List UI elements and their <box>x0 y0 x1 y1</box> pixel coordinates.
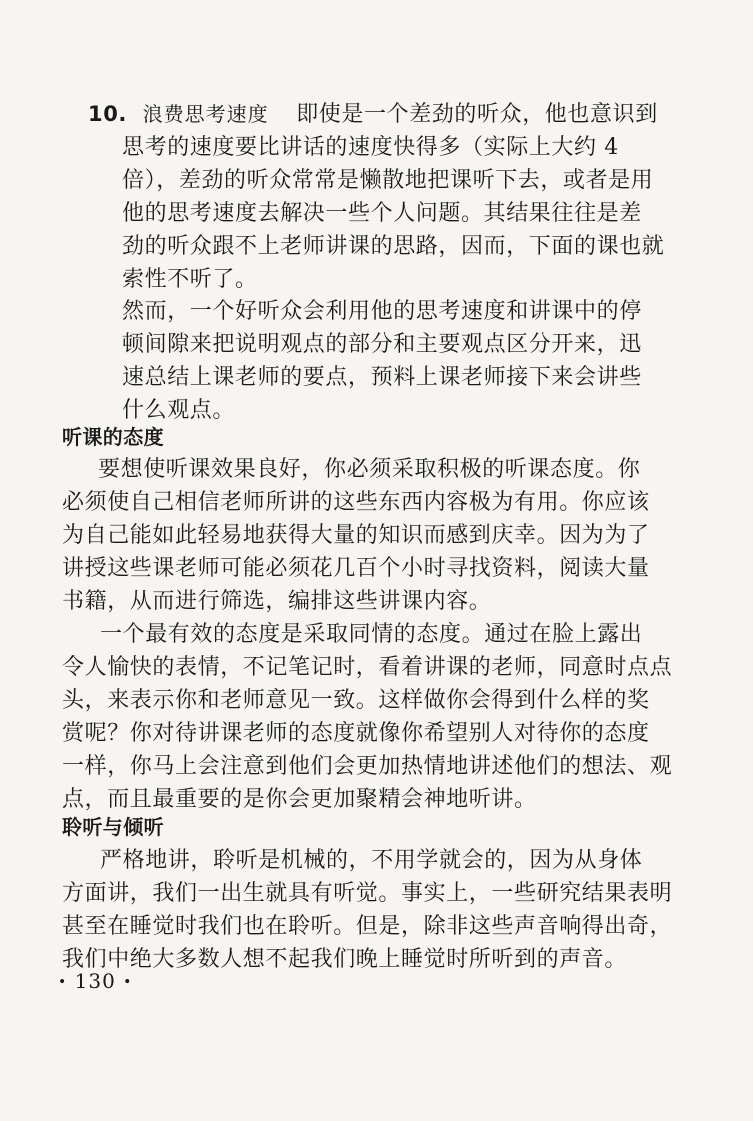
paragraph-line: 速总结上课老师的要点，预料上课老师接下来会讲些 <box>122 365 642 390</box>
paragraph-line: 方面讲，我们一出生就具有听觉。事实上，一些研究结果表明 <box>62 881 673 906</box>
item-number: 10. <box>88 102 128 126</box>
bullet-dot-left: • <box>58 974 68 991</box>
paragraph-line: 书籍，从而进行筛选，编排这些讲课内容。 <box>62 589 492 614</box>
paragraph-line: 严格地讲，聆听是机械的，不用学就会的，因为从身体 <box>100 848 643 873</box>
item-10-first-line <box>88 99 658 129</box>
paragraph-line: 要想使听课效果良好，你必须采取积极的听课态度。你 <box>98 457 641 482</box>
paragraph-line: 倍），差劲的听众常常是懒散地把课听下去，或者是用 <box>122 168 654 193</box>
paragraph-line: 讲授这些课老师可能必须花几百个小时寻找资料，阅读大量 <box>62 556 650 581</box>
paragraph-line: 他的思考速度去解决一些个人问题。其结果往往是差 <box>122 201 642 226</box>
paragraph-line: 然而，一个好听众会利用他的思考速度和讲课中的停 <box>122 299 642 324</box>
section-heading-attitude: 听课的态度 <box>62 425 164 449</box>
bullet-dot-right: • <box>123 974 133 991</box>
paragraph-line: 赏呢？你对待讲课老师的态度就像你希望别人对待你的态度 <box>62 721 650 746</box>
paragraph-line: 必须使自己相信老师所讲的这些东西内容极为有用。你应该 <box>62 490 650 515</box>
paragraph-line: 头，来表示你和老师意见一致。这样做你会得到什么样的奖 <box>62 688 650 713</box>
page-number-value: 130 <box>74 969 116 993</box>
paragraph-line: 点，而且最重要的是你会更加聚精会神地听讲。 <box>62 787 537 812</box>
paragraph-line: 顿间隙来把说明观点的部分和主要观点区分开来，迅 <box>122 332 642 357</box>
paragraph-line: 我们中绝大多数人想不起我们晚上睡觉时所听到的声音。 <box>62 947 628 972</box>
paragraph-line: 甚至在睡觉时我们也在聆听。但是，除非这些声音响得出奇， <box>62 914 673 939</box>
page-number <box>58 969 132 993</box>
paragraph-line: 索性不听了。 <box>122 267 258 292</box>
section-heading-listening: 聆听与倾听 <box>62 815 164 839</box>
paragraph-line: 一样，你马上会注意到他们会更加热情地讲述他们的想法、观 <box>62 754 673 779</box>
paragraph-line: 为自己能如此轻易地获得大量的知识而感到庆幸。因为为了 <box>62 523 650 548</box>
paragraph-line: 思考的速度要比讲话的速度快得多（实际上大约 4 <box>122 135 619 160</box>
paragraph-line: 令人愉快的表情，不记笔记时，看着讲课的老师，同意时点点 <box>62 655 673 680</box>
paragraph-line: 一个最有效的态度是采取同情的态度。通过在脸上露出 <box>100 622 643 647</box>
paragraph-line: 什么观点。 <box>122 398 236 423</box>
item-title: 浪费思考速度 <box>142 102 269 126</box>
paragraph-line: 即使是一个差劲的听众，他也意识到 <box>296 102 658 127</box>
paragraph-line: 劲的听众跟不上老师讲课的思路，因而，下面的课也就 <box>122 234 665 259</box>
